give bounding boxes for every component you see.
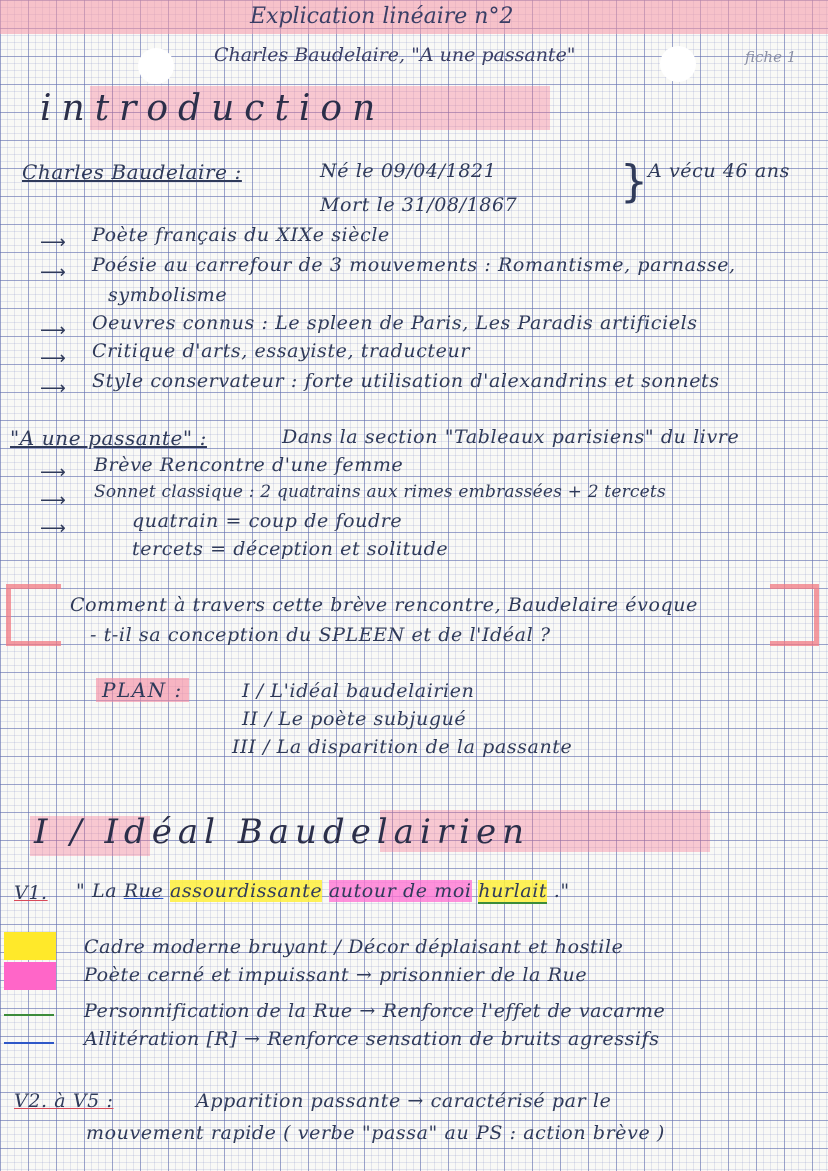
v1-quote-open: " La <box>76 880 118 902</box>
v1-quote-rue: Rue <box>123 880 164 902</box>
poem-label: "A une passante" : <box>10 426 207 450</box>
arrow-icon: ⟶ <box>40 320 66 341</box>
punch-hole-right <box>660 46 696 82</box>
plan-item-2: II / Le poète subjugué <box>242 708 467 730</box>
legend-text-1: Cadre moderne bruyant / Décor déplaisant et hostile <box>84 936 624 958</box>
punch-hole-left <box>138 48 174 84</box>
legend-line-blue <box>4 1042 54 1044</box>
tercets-line: tercets = déception et solitude <box>132 538 449 560</box>
arrow-icon: ⟶ <box>40 462 66 483</box>
author-label: Charles Baudelaire : <box>22 160 242 184</box>
problematique-line-2: - t-il sa conception du SPLEEN et de l'Idéal ? <box>90 624 551 646</box>
intro-heading: introduction <box>40 88 386 129</box>
arrow-icon: ⟶ <box>40 348 66 369</box>
problem-bracket-right <box>770 584 819 646</box>
poem-point-sonnet: Sonnet classique : 2 quatrains aux rimes embrassées + 2 tercets <box>94 482 666 502</box>
bullet-poesie-cont: symbolisme <box>108 284 228 306</box>
v1-quote <box>76 880 570 902</box>
birth-date: Né le 09/04/1821 <box>320 160 497 182</box>
v1-label: V1. <box>14 882 48 904</box>
arrow-icon: ⟶ <box>40 262 66 283</box>
v2-label: V2. à V5 : <box>14 1090 114 1112</box>
bullet-poete: Poète français du XIXe siècle <box>92 224 390 246</box>
problem-bracket-left <box>6 584 61 646</box>
age-text: A vécu 46 ans <box>648 160 790 182</box>
v2-line-1: Apparition passante → caractérisé par le <box>196 1090 612 1112</box>
page-subtitle: Charles Baudelaire, "A une passante" <box>214 44 576 66</box>
problematique-line-1: Comment à travers cette brève rencontre, Baudelaire évoque <box>70 594 698 616</box>
arrow-icon: ⟶ <box>40 490 66 511</box>
poem-point-rencontre: Brève Rencontre d'une femme <box>94 454 404 476</box>
bullet-poesie: Poésie au carrefour de 3 mouvements : Romantisme, parnasse, <box>92 254 736 276</box>
arrow-icon: ⟶ <box>40 232 66 253</box>
bullet-style: Style conservateur : forte utilisation d'alexandrins et sonnets <box>92 370 720 392</box>
plan-label: PLAN : <box>96 678 189 702</box>
date-brace: } <box>620 156 648 207</box>
page-title: Explication linéaire n°2 <box>250 4 514 29</box>
legend-text-3: Personnification de la Rue → Renforce l'effet de vacarme <box>84 1000 666 1022</box>
v1-quote-green: hurlait <box>478 880 548 902</box>
bullet-critique: Critique d'arts, essayiste, traducteur <box>92 340 471 362</box>
legend-swatch-pink <box>4 962 56 990</box>
legend-text-2: Poète cerné et impuissant → prisonnier de la Rue <box>84 964 588 986</box>
plan-item-1: I / L'idéal baudelairien <box>242 680 475 702</box>
legend-text-4: Allitération [R] → Renforce sensation de bruits agressifs <box>84 1028 660 1050</box>
plan-item-3: III / La disparition de la passante <box>232 736 573 758</box>
legend-swatch-yellow <box>4 932 56 960</box>
bullet-oeuvres: Oeuvres connus : Le spleen de Paris, Les Paradis artificiels <box>92 312 698 334</box>
arrow-icon: ⟶ <box>40 378 66 399</box>
poem-context: Dans la section "Tableaux parisiens" du livre <box>282 426 740 448</box>
death-date: Mort le 31/08/1867 <box>320 194 518 216</box>
part1-heading: I / Idéal Baudelairien <box>34 812 530 852</box>
v1-quote-yellow: assourdissante <box>170 880 323 902</box>
arrow-icon: ⟶ <box>40 518 66 539</box>
v2-line-2: mouvement rapide ( verbe "passa" au PS : action brève ) <box>86 1122 665 1144</box>
quatrain-line: quatrain = coup de foudre <box>132 510 403 532</box>
v1-quote-close: ." <box>553 880 570 902</box>
v1-quote-pink: autour de moi <box>328 880 472 902</box>
sheet-number: fiche 1 <box>745 48 797 66</box>
legend-line-green <box>4 1014 54 1016</box>
